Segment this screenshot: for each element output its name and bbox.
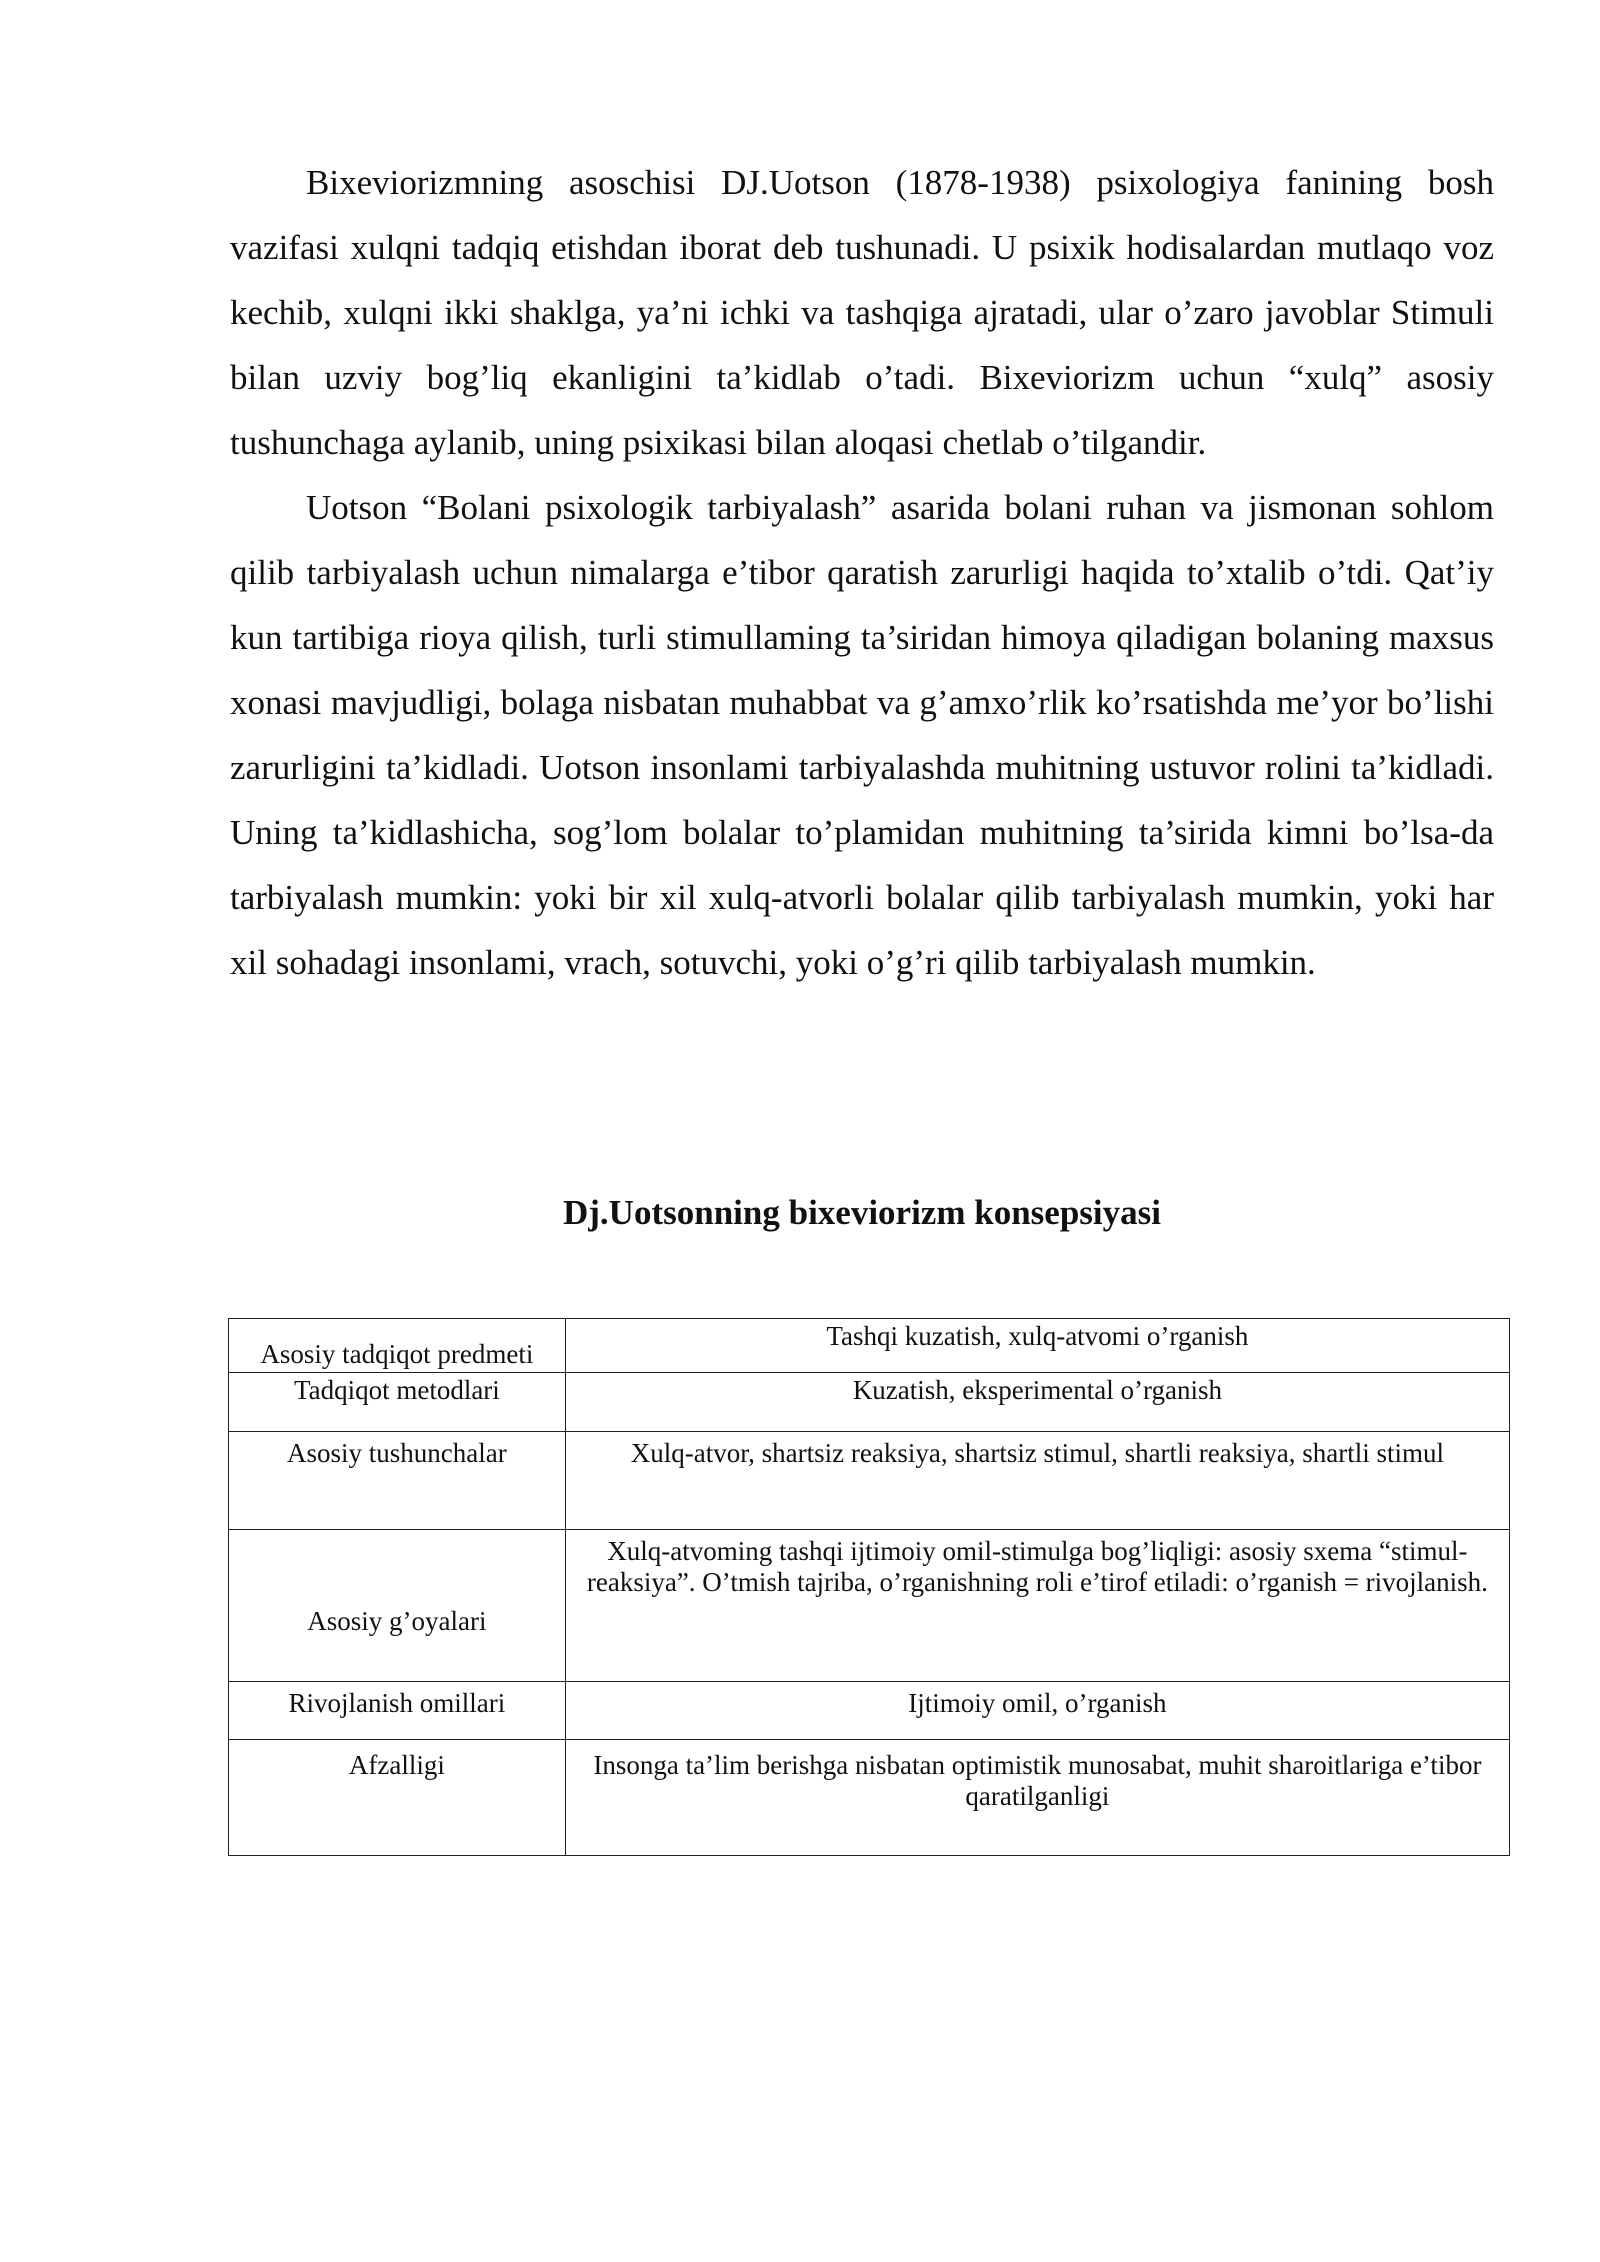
section-title: Dj.Uotsonning bixeviorizm konsepsiyasi	[563, 1193, 1161, 1232]
row-label: Asosiy tushunchalar	[229, 1432, 566, 1530]
row-label: Asosiy tadqiqot predmeti	[229, 1319, 566, 1373]
body-text	[230, 150, 1494, 995]
table-row	[229, 1682, 1510, 1740]
paragraph-1: Bixeviorizmning asoschisi DJ.Uotson (1878-1938) psixologiya fanining bosh vazifasi xulqni tadqiq etishdan iborat deb tushunadi. U psixik hodisalardan mutlaqo voz kechib, xulqni ikki shaklga, ya’ni ichki va tashqiga ajratadi, ular o’zaro javoblar Stimuli bilan uzviy bog’liq ekanligini ta’kidlab o’tadi. Bixeviorizm uchun “xulq” asosiy tushunchaga aylanib, uning psixikasi bilan aloqasi chetlab o’tilgandir.	[230, 163, 1494, 462]
table-row	[229, 1530, 1510, 1682]
table-row	[229, 1740, 1510, 1856]
table-row	[229, 1432, 1510, 1530]
row-value: Ijtimoiy omil, o’rganish	[565, 1682, 1509, 1740]
row-value: Xulq-atvoming tashqi ijtimoiy omil-stimulga bog’liqligi: asosiy sxema “stimul-reaksiya”. O’tmish tajriba, o’rganishning roli e’tirof etiladi: o’rganish = rivojlanish.	[565, 1530, 1509, 1682]
row-value: Xulq-atvor, shartsiz reaksiya, shartsiz stimul, shartli reaksiya, shartli stimul	[565, 1432, 1509, 1530]
paragraph-2: Uotson “Bolani psixologik tarbiyalash” asarida bolani ruhan va jismonan sohlom qilib tarbiyalash uchun nimalarga e’tibor qaratish zarurligi haqida to’xtalib o’tdi. Qat’iy kun tartibiga rioya qilish, turli stimullaming ta’siridan himoya qiladigan bolaning maxsus xonasi mavjudligi, bolaga nisbatan muhabbat va g’amxo’rlik ko’rsatishda me’yor bo’lishi zarurligini ta’kidladi. Uotson insonlami tarbiyalashda muhitning ustuvor rolini ta’kidladi. Uning ta’kidlashicha, sog’lom bolalar to’plamidan muhitning ta’sirida kimni bo’lsa-da tarbiyalash mumkin: yoki bir xil xulq-atvorli bolalar qilib tarbiyalash mumkin, yoki har xil sohadagi insonlami, vrach, sotuvchi, yoki o’g’ri qilib tarbiyalash mumkin.	[230, 488, 1494, 982]
row-value: Insonga ta’lim berishga nisbatan optimistik munosabat, muhit sharoitlariga e’tibor qaratilganligi	[565, 1740, 1509, 1856]
table-row	[229, 1319, 1510, 1373]
row-value: Kuzatish, eksperimental o’rganish	[565, 1373, 1509, 1432]
row-label: Tadqiqot metodlari	[229, 1373, 566, 1432]
row-label: Rivojlanish omillari	[229, 1682, 566, 1740]
row-value: Tashqi kuzatish, xulq-atvomi o’rganish	[565, 1319, 1509, 1373]
row-label: Afzalligi	[229, 1740, 566, 1856]
table-row	[229, 1373, 1510, 1432]
concept-table	[228, 1318, 1510, 1856]
row-label: Asosiy g’oyalari	[229, 1530, 566, 1682]
